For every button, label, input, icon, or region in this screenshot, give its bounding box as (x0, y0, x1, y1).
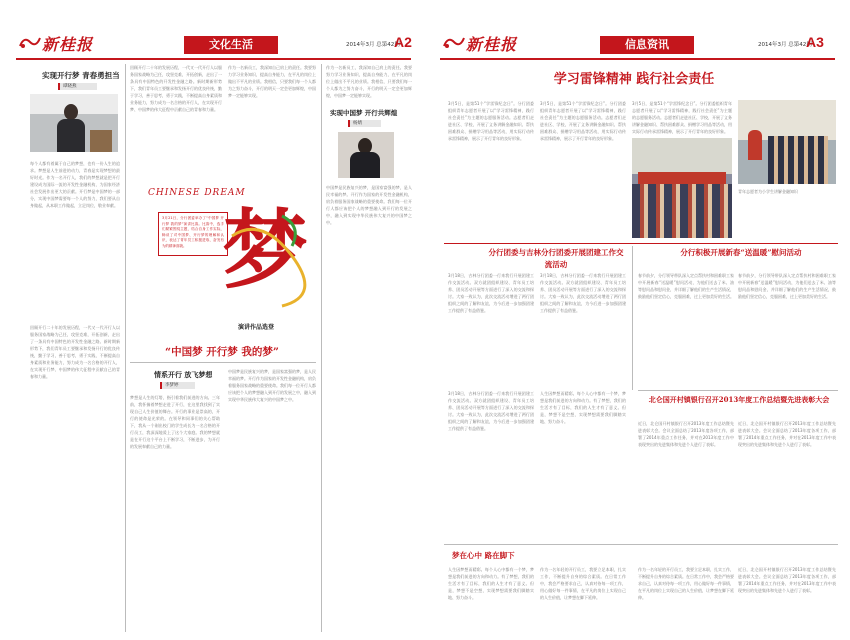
section-label: 文化生活 (184, 36, 278, 54)
article-body: 3月18日，吉林分行团委一行来我行开展团建工作交流活动。双方就团组织建设、青年员工培养、团员活动开展等方面进行了深入的交流和探讨。大家一致认为，此次交流活动增进了两行团组织之间的了解和友谊，为今后进一步加强团建工作提供了有益借鉴。 (448, 391, 534, 431)
article-body: 春节前夕，分行领导带队深入定点帮扶村和困难职工家中开展新春“送温暖”慰问活动，为他们送去了米、油等慰问品和慰问金，并详细了解他们的生产生活情况，鼓励他们坚定信心，克服困难，过上更加美好的生活。 (638, 273, 734, 299)
watermark-text: CHINESE DREAM (148, 188, 246, 198)
article-title: 北仑国开村镇银行召开2013年度工作总结暨先进表彰大会 (648, 395, 830, 404)
column-divider (321, 64, 322, 632)
article-body: 人生因梦想而精彩。每个人心中都有一个梦，梦想是我们前进的方向和动力。有了梦想，我们的生活才有了目标，我们的人生才有了意义。但是，梦想不是空想，实现梦想需要我们脚踏实地、努力奋斗。 (448, 567, 534, 600)
article-body: 回顾开行二十年的发展历程，一代又一代开行人以服务国家战略为己任，攻坚克难，开拓创新，走出了一条具有中国特色的开发性金融之路。新时期新形势下，我们青年员工要继承和发扬开行的优良传统，勤于学习，善于思考，勇于实践，不断提高自身素质和业务能力，努力成为一名合格的开行人，在实现开行梦、中国梦的伟大征程中贡献自己的青春和力量。 (130, 65, 222, 112)
article-body: 3月5日，是第51个“学雷锋纪念日”。分行团委组织青年志愿者开展了以“学习雷锋精神，践行社会责任”为主题的志愿服务活动。志愿者们走进社区、学校，开展了义务讲解金融知识、帮扶困难群众、捐赠学习用品等活动，用实际行动传承雷锋精神，展示了开行青年的良好形象。 (632, 101, 732, 134)
author-label: 李梦婷 (160, 382, 195, 389)
group-photo (632, 138, 732, 238)
article-title: 实现中国梦 开行共辉煌 (330, 109, 398, 117)
ribbon-icon (222, 196, 312, 316)
caption-text: 3月21日，分行团委举办了“中国梦 开行梦 我的梦”演讲比赛。比赛中，选手们紧紧围绕主题，结合自身工作实际，畅谈了对中国梦、开行梦的理解和认识，表达了青年员工积极进取、奋发有为的精神面貌。 (162, 216, 224, 248)
column-divider (125, 64, 126, 632)
portrait-photo (338, 132, 394, 178)
page-a2 (8, 0, 418, 640)
article-title: 情系开行 放飞梦想 (154, 370, 213, 379)
article-title: 分行团委与吉林分行团委开展团建工作交流活动 (488, 248, 624, 269)
photo-caption: 青年志愿者为小学生讲解金融知识 (738, 189, 798, 194)
dream-calligraphy: 梦 (222, 200, 308, 301)
article-body: 3月18日，吉林分行团委一行来我行开展团建工作交流活动。双方就团组织建设、青年员工培养、团员活动开展等方面进行了深入的交流和探讨。大家一致认为，此次交流活动增进了两行团组织之间的了解和友谊，为今后进一步加强团建工作提供了有益借鉴。 (448, 273, 534, 313)
article-title: 实现开行梦 青春勇担当 (42, 71, 120, 80)
feature-subhead: 演讲作品选登 (238, 324, 275, 331)
article-body: 每个人都有着属于自己的梦想，也有一份人生的追求。梦想是人生前进的动力，青春是实现梦想的最好时光。作为一名开行人，我们的梦想就是把开行建设成为国际一流的开发性金融机构，为国家经济社会发展作出更大的贡献。开行梦是中国梦的一部分，实现中国梦需要每一个人的努力，我们要从自身做起，从本职工作做起，立足岗位，敬业奉献。 (30, 161, 120, 208)
article-body: 中国梦是民族复兴的梦，是国家富强的梦，是人民幸福的梦。开行作为国家的开发性金融机构，肩负着服务国家战略的重要使命。我们每一位开行人都应该把个人的梦想融入到开行的发展之中，融入到实现中华民族伟大复兴的中国梦之中。 (326, 185, 412, 225)
ink-wave-icon (442, 34, 466, 50)
article-body: 作为一名年轻的开行员工，我要立足本职，扎实工作，不断提升自身的综合素质。在日常工作中，我会严格要求自己，认真对待每一项工作，用心做好每一件事情，在平凡的岗位上实现自己的人生价值，让梦想在脚下延伸。 (540, 567, 626, 600)
article-body: 近日，北仑国开村镇银行召开2013年度工作总结暨先进表彰大会。会议全面总结了2013年度各项工作，部署了2014年重点工作任务，并对在2013年度工作中表现突出的先进集体和先进个人进行了表彰。 (638, 421, 734, 447)
page-number: A2 (394, 34, 412, 50)
ink-wave-icon (18, 34, 42, 50)
section-divider (130, 362, 316, 363)
article-body: 3月18日，吉林分行团委一行来我行开展团建工作交流活动。双方就团组织建设、青年员工培养、团员活动开展等方面进行了深入的交流和探讨。大家一致认为，此次交流活动增进了两行团组织之间的了解和友谊，为今后进一步加强团建工作提供了有益借鉴。 (540, 273, 626, 313)
issue-info: 2014年3月 总第42期 (346, 42, 400, 48)
article-body: 作为一名新员工，我深知自己肩上的责任。我要努力学习业务知识，提高自身能力，在平凡的岗位上做出不平凡的业绩。我相信，只要我们每一个人都为之努力奋斗，开行的明天一定会更加辉煌，中国梦一定能够实现。 (326, 65, 412, 98)
article-title: 分行积极开展新春“送温暖”慰问活动 (680, 248, 802, 257)
header-rule (16, 58, 411, 60)
newspaper-logo: 新桂报 (42, 35, 94, 54)
portrait-photo (30, 94, 118, 152)
page-number: A3 (806, 34, 824, 50)
article-body: 作为一名年轻的开行员工，我要立足本职，扎实工作，不断提升自身的综合素质。在日常工作中，我会严格要求自己，认真对待每一项工作，用心做好每一件事情，在平凡的岗位上实现自己的人生价值，让梦想在脚下延伸。 (638, 567, 734, 600)
article-body: 人生因梦想而精彩。每个人心中都有一个梦，梦想是我们前进的方向和动力。有了梦想，我们的生活才有了目标，我们的人生才有了意义。但是，梦想不是空想，实现梦想需要我们脚踏实地、努力奋斗。 (540, 391, 626, 424)
article-body: 梦想是人生的灯塔，指引着我们前进的方向。三年前，我怀揣着梦想走进了开行，在这里我找到了实现自己人生价值的舞台。开行的事业是崇高的，开行的使命是光荣的。在领导和同事们的关心帮助下，我从一个刚出校门的学生成长为一名合格的开行员工，我深深地爱上了这个大家庭。我的梦想就是在开行这个平台上不断学习，不断进步，为开行的发展奉献自己的力量。 (130, 395, 220, 449)
author-label: 杨婧 (348, 120, 381, 127)
section-divider (638, 390, 838, 391)
page-a3 (432, 0, 842, 640)
article-body: 回顾开行二十年的发展历程，一代又一代开行人以服务国家战略为己任，攻坚克难，开拓创新，走出了一条具有中国特色的开发性金融之路。新时期新形势下，我们青年员工要继承和发扬开行的优良传统，勤于学习，善于思考，勇于实践，不断提高自身素质和业务能力，努力成为一名合格的开行人，在实现开行梦、中国梦的伟大征程中贡献自己的青春和力量。 (30, 325, 120, 379)
article-body: 中国梦是民族复兴的梦，是国家富强的梦，是人民幸福的梦。开行作为国家的开发性金融机构，肩负着服务国家战略的重要使命。我们每一位开行人都应该把个人的梦想融入到开行的发展之中，融入到实现中华民族伟大复兴的中国梦之中。 (228, 369, 316, 402)
article-title: 梦在心中 路在脚下 (452, 551, 515, 560)
feature-banner: “中国梦 开行梦 我的梦” (165, 346, 279, 358)
issue-info: 2014年3月 总第42期 (758, 42, 812, 48)
caption-box (158, 212, 228, 256)
author-label: 谭晓燕 (58, 83, 97, 90)
section-divider (444, 544, 838, 545)
article-body: 作为一名新员工，我深知自己肩上的责任。我要努力学习业务知识，提高自身能力，在平凡的岗位上做出不平凡的业绩。我相信，只要我们每一个人都为之努力奋斗，开行的明天一定会更加辉煌，中国梦一定能够实现。 (228, 65, 316, 98)
article-body: 近日，北仑国开村镇银行召开2013年度工作总结暨先进表彰大会。会议全面总结了2013年度各项工作，部署了2014年重点工作任务，并对在2013年度工作中表现突出的先进集体和先进个人进行了表彰。 (738, 421, 836, 447)
article-body: 春节前夕，分行领导带队深入定点帮扶村和困难职工家中开展新春“送温暖”慰问活动，为他们送去了米、油等慰问品和慰问金，并详细了解他们的生产生活情况，鼓励他们坚定信心，克服困难，过上更加美好的生活。 (738, 273, 836, 299)
article-body: 近日，北仑国开村镇银行召开2013年度工作总结暨先进表彰大会。会议全面总结了2013年度各项工作，部署了2014年重点工作任务，并对在2013年度工作中表现突出的先进集体和先进个人进行了表彰。 (738, 567, 836, 593)
section-divider (444, 243, 838, 244)
column-divider (632, 246, 633, 390)
article-body: 3月5日，是第51个“学雷锋纪念日”。分行团委组织青年志愿者开展了以“学习雷锋精神，践行社会责任”为主题的志愿服务活动。志愿者们走进社区、学校，开展了义务讲解金融知识、帮扶困难群众、捐赠学习用品等活动，用实际行动传承雷锋精神，展示了开行青年的良好形象。 (540, 101, 626, 141)
section-label: 信息资讯 (600, 36, 694, 54)
header-rule (440, 58, 835, 60)
activity-photo (738, 100, 836, 184)
masthead-a2 (16, 30, 411, 58)
headline: 学习雷锋精神 践行社会责任 (553, 72, 715, 87)
article-body: 3月5日，是第51个“学雷锋纪念日”。分行团委组织青年志愿者开展了以“学习雷锋精神，践行社会责任”为主题的志愿服务活动。志愿者们走进社区、学校，开展了义务讲解金融知识、帮扶困难群众、捐赠学习用品等活动，用实际行动传承雷锋精神，展示了开行青年的良好形象。 (448, 101, 534, 141)
newspaper-logo: 新桂报 (466, 35, 518, 54)
masthead-a3 (440, 30, 835, 58)
